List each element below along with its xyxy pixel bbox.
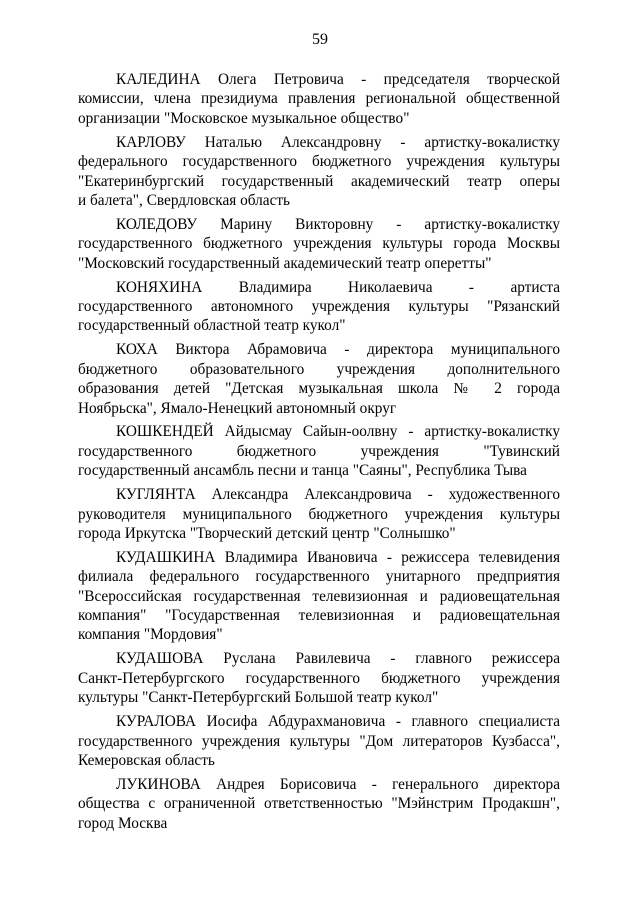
- entry-line: государственного автономного учреждения культуры "Рязанский: [78, 297, 560, 315]
- entry-line: компания" "Государственная телевизионная и радиовещательная: [78, 607, 560, 625]
- entry-line: Санкт-Петербургского государственного бюджетного учреждения: [78, 669, 560, 687]
- entry-line: КУДАШОВА Руслана Равилевича - главного режиссера: [116, 650, 560, 668]
- entry-line: культуры "Санкт-Петербургский Большой театр кукол": [78, 689, 439, 707]
- entry-line: государственного бюджетного учреждения культуры города Москвы: [78, 235, 560, 253]
- entry-line: и балета", Свердловская область: [78, 191, 291, 209]
- award-entry: [78, 215, 560, 273]
- entry-line: "Всероссийская государственная телевизионная и радиовещательная: [78, 587, 560, 605]
- entry-line: общества с ограниченной ответственностью "Мэйнстрим Продакшн",: [78, 795, 560, 813]
- award-entry: [78, 775, 560, 833]
- award-entry: [78, 422, 560, 480]
- entries-list: [78, 70, 560, 838]
- entry-line: государственный ансамбль песни и танца "Саяны", Республика Тыва: [78, 462, 527, 480]
- award-entry: [78, 278, 560, 336]
- entry-line: бюджетного образовательного учреждения дополнительного: [78, 360, 560, 378]
- entry-line: образования детей "Детская музыкальная школа № 2 города: [78, 380, 560, 398]
- entry-line: Ноябрьска", Ямало-Ненецкий автономный округ: [78, 399, 397, 417]
- entry-line: КОЛЕДОВУ Марину Викторовну - артистку-вокалистку: [116, 215, 560, 233]
- entry-line: организации "Московское музыкальное общество": [78, 109, 410, 127]
- entry-line: Кемеровская область: [78, 751, 215, 769]
- entry-line: федерального государственного бюджетного учреждения культуры: [78, 153, 560, 171]
- entry-line: КОШКЕНДЕЙ Айдысмау Сайын-оолвну - артистку-вокалистку: [116, 423, 560, 441]
- entry-line: КУГЛЯНТА Александра Александровича - художественного: [116, 486, 560, 504]
- entry-line: КОХА Виктора Абрамовича - директора муниципального: [116, 341, 560, 359]
- entry-line: КОНЯХИНА Владимира Николаевича - артиста: [116, 278, 560, 296]
- entry-line: руководителя муниципального бюджетного учреждения культуры: [78, 505, 560, 523]
- award-entry: [78, 649, 560, 707]
- entry-line: филиала федерального государственного унитарного предприятия: [78, 568, 560, 586]
- entry-line: город Москва: [78, 814, 168, 832]
- entry-line: государственного учреждения культуры "Дом литераторов Кузбасса",: [78, 732, 560, 750]
- award-entry: [78, 712, 560, 770]
- entry-line: КАЛЕДИНА Олега Петровича - председателя творческой: [116, 71, 560, 88]
- page-number: 59: [312, 31, 328, 48]
- entry-line: "Екатеринбургский государственный академический театр оперы: [78, 172, 560, 190]
- entry-line: города Иркутска "Творческий детский центр "Солнышко": [78, 524, 456, 542]
- award-entry: [78, 485, 560, 543]
- entry-line: компания "Мордовия": [78, 626, 223, 644]
- award-entry: [78, 70, 560, 128]
- entry-line: государственного бюджетного учреждения "Тувинский: [78, 442, 560, 460]
- entry-line: КАРЛОВУ Наталью Александровну - артистку-вокалистку: [116, 133, 560, 151]
- award-entry: [78, 340, 560, 418]
- award-entry: [78, 548, 560, 645]
- entry-line: ЛУКИНОВА Андрея Борисовича - генерального директора: [116, 775, 560, 793]
- entry-line: государственный областной театр кукол": [78, 317, 346, 335]
- award-entry: [78, 133, 560, 211]
- entry-line: КУРАЛОВА Иосифа Абдурахмановича - главного специалиста: [116, 713, 560, 731]
- entry-line: "Московский государственный академический театр оперетты": [78, 254, 492, 272]
- entry-line: КУДАШКИНА Владимира Ивановича - режиссера телевидения: [116, 548, 560, 566]
- entry-line: комиссии, члена президиума правления региональной общественной: [78, 90, 560, 108]
